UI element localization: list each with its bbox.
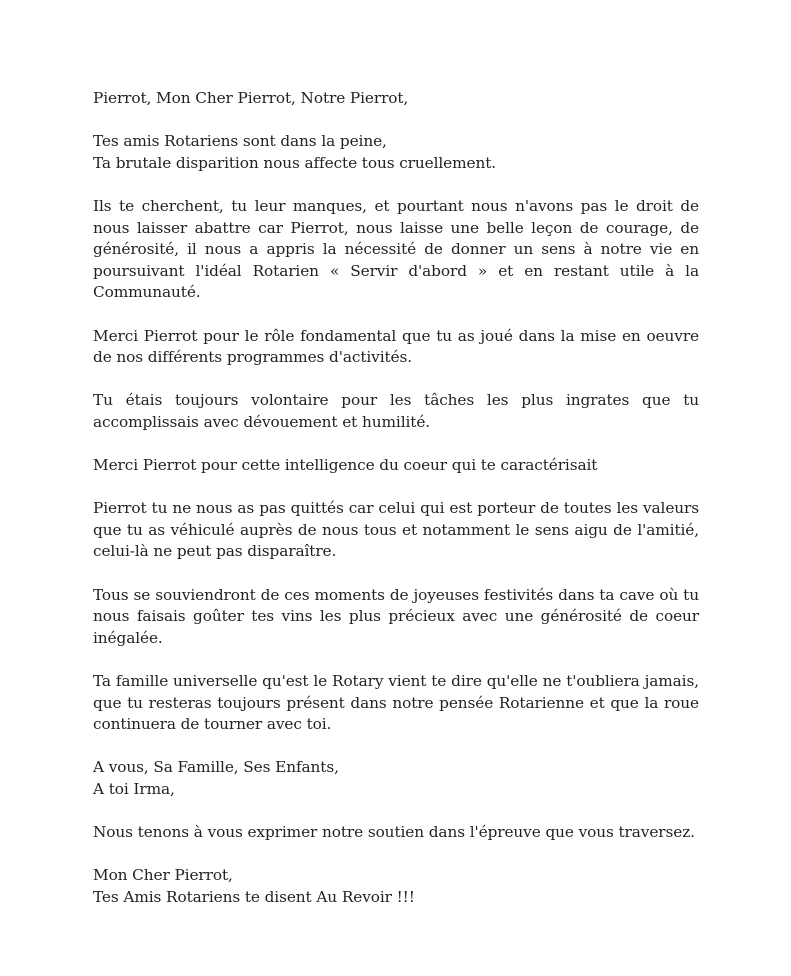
letter-support: Nous tenons à vous exprimer notre soutien dans l'épreuve que vous traversez. — [93, 823, 695, 842]
salutation-line: Pierrot, Mon Cher Pierrot, Notre Pierrot, — [93, 89, 409, 107]
letter-closing — [93, 865, 699, 908]
letter-paragraph: Tous se souviendront de ces moments de joyeuses festivités dans ta cave où tu nous faisais goûter tes vins les plus précieux avec une générosité de coeur inégalée. — [93, 585, 699, 647]
letter-paragraph: Merci Pierrot pour cette intelligence du coeur qui te caractérisait — [93, 456, 598, 475]
address-line: A toi Irma, — [93, 780, 175, 798]
letter-paragraph: Merci Pierrot pour le rôle fondamental que tu as joué dans la mise en oeuvre de nos différents programmes d'activités. — [93, 326, 699, 367]
letter-paragraph: Tu étais toujours volontaire pour les tâches les plus ingrates que tu accomplissais avec dévouement et humilité. — [93, 391, 699, 431]
opening-line: Ta brutale disparition nous affecte tous cruellement. — [93, 153, 497, 172]
letter-paragraph: Ta famille universelle qu'est le Rotary vient te dire qu'elle ne t'oubliera jamais, que tu resteras toujours présent dans notre pensée Rotarienne et que la roue continuera de tourner avec toi. — [93, 672, 699, 734]
address-line: A vous, Sa Famille, Ses Enfants, — [93, 758, 339, 777]
letter-address — [93, 757, 699, 800]
letter-paragraph: Pierrot tu ne nous as pas quittés car celui qui est porteur de toutes les valeurs que tu as véhiculé auprès de nous tous et notamment le sens aigu de l'amitié, celui-là ne peut pas disparaître. — [93, 499, 699, 561]
letter-body — [93, 88, 699, 930]
letter-opening — [93, 131, 699, 174]
closing-line: Tes Amis Rotariens te disent Au Revoir !!! — [93, 887, 415, 906]
letter-paragraph: Ils te cherchent, tu leur manques, et pourtant nous n'avons pas le droit de nous laisser abattre car Pierrot, nous laisse une belle leçon de courage, de générosité, il nous a appris la nécessité de donner un sens à notre vie en poursuivant l'idéal Rotarien « Servir d'abord » et en restant utile à la Communauté. — [93, 196, 699, 302]
letter-salutation — [93, 88, 699, 110]
opening-line: Tes amis Rotariens sont dans la peine, — [93, 132, 387, 151]
closing-line: Mon Cher Pierrot, — [93, 866, 233, 885]
